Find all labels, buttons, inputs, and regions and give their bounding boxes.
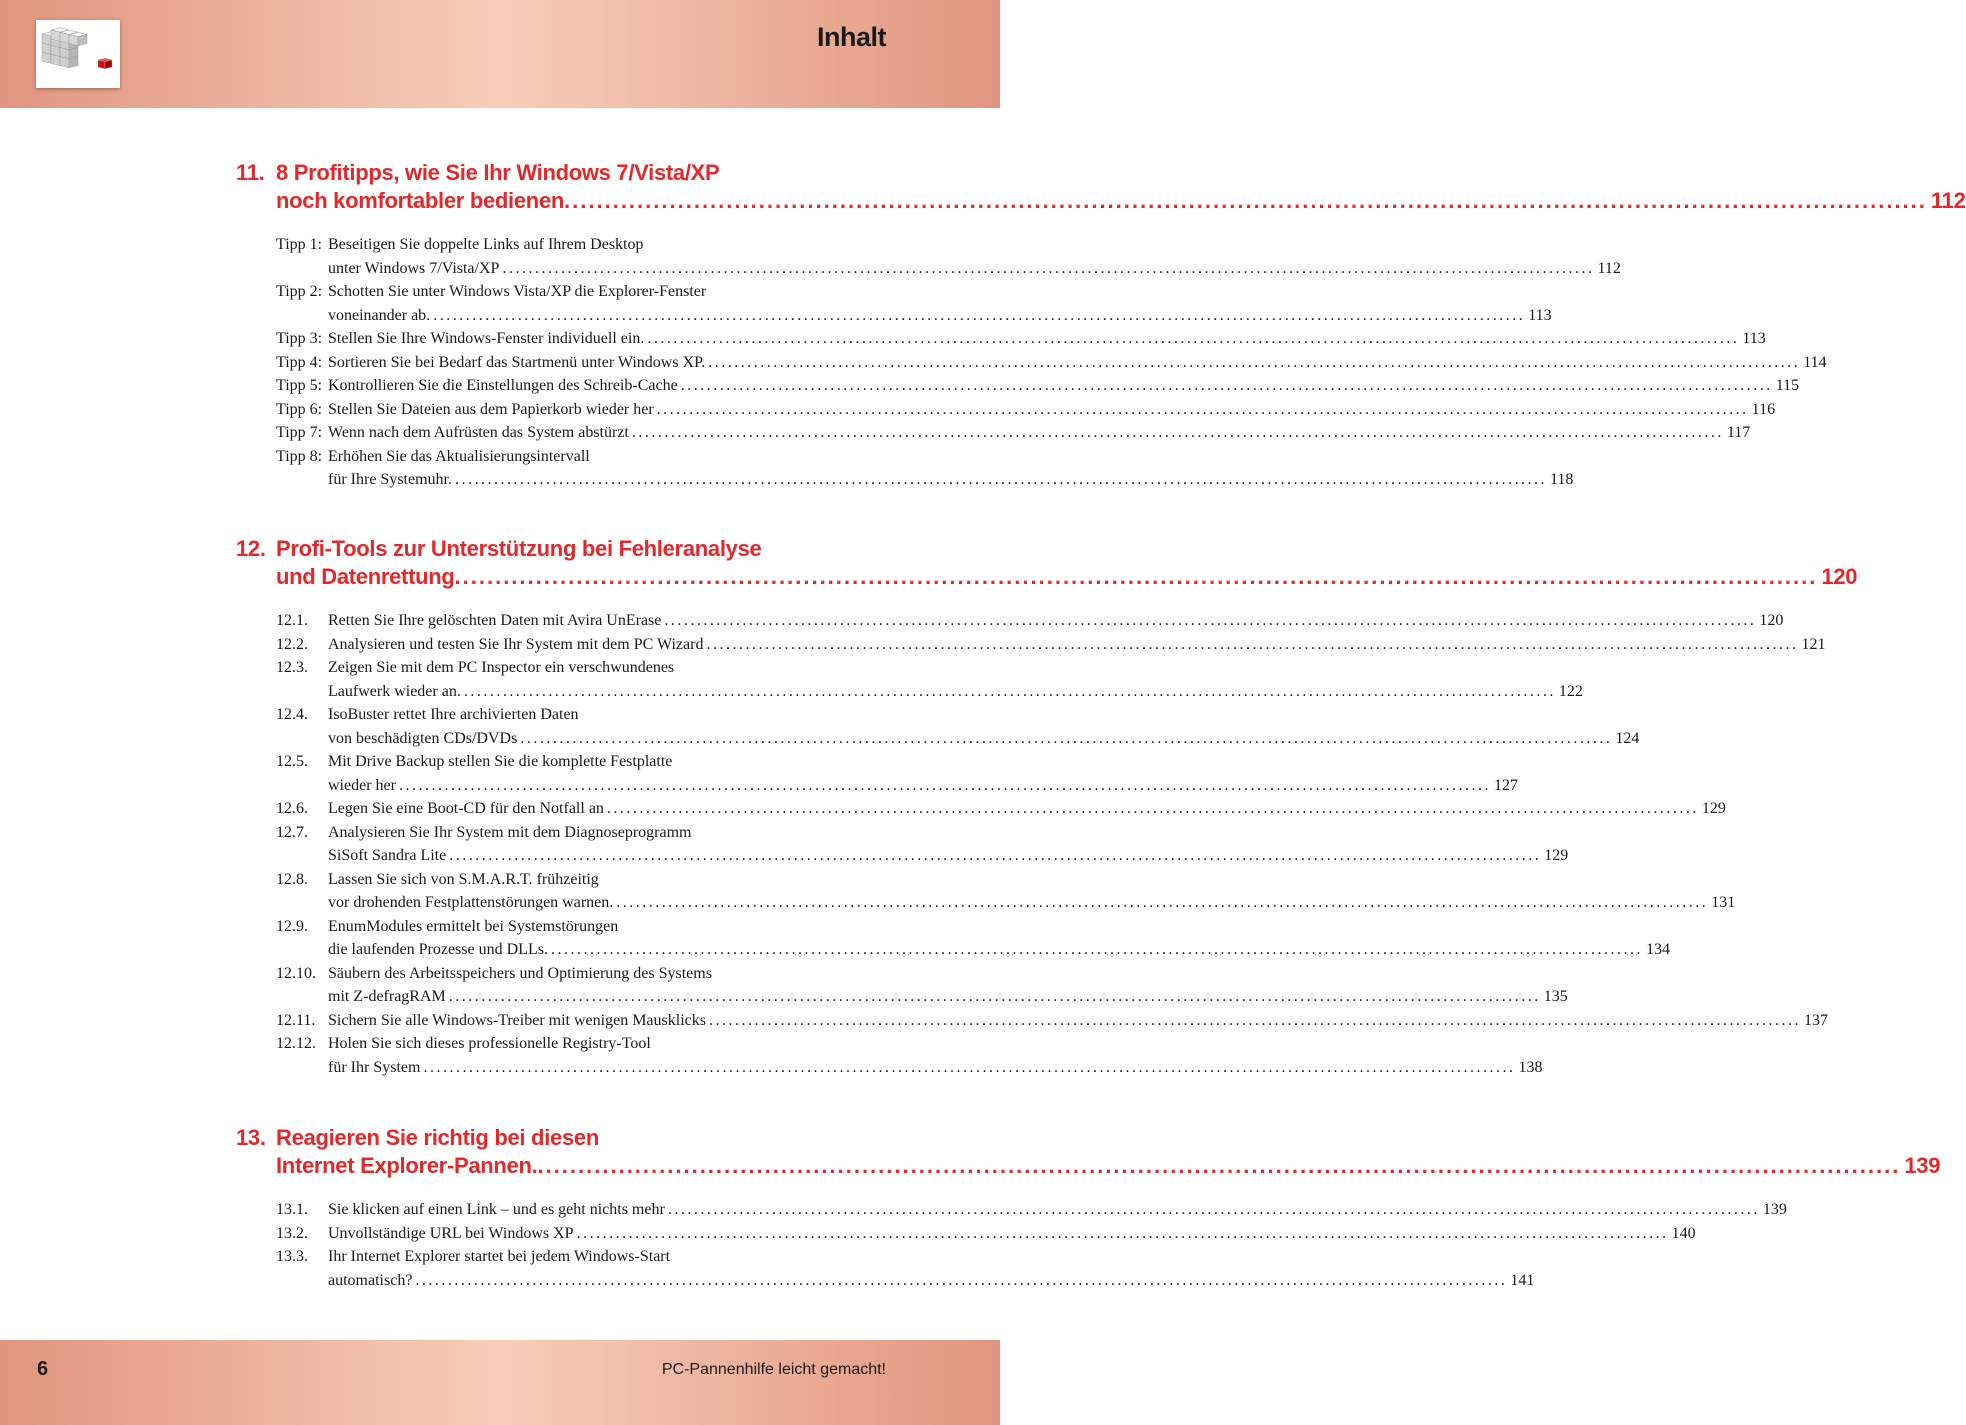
entry-page-number: 138 [1518,1058,1543,1076]
entry-page-number: 114 [1803,353,1827,371]
entry-text-line [328,985,1568,1009]
entry-text: Lassen Sie sich von S.M.A.R.T. frühzeitig [328,870,599,888]
header-band [0,0,1000,108]
entry-page-number: 118 [1549,471,1574,488]
entry-page-number: 120 [1759,612,1784,629]
entry-page-number: 124 [1615,729,1640,747]
toc-entry[interactable] [276,703,1640,750]
entry-text: Schotten Sie unter Windows Vista/XP die Explorer-Fenster [328,283,707,300]
entry-text: EnumModules ermittelt bei Systemstörungen [328,917,619,935]
entry-text: vor drohenden Festplattenstörungen warnen. [328,894,614,911]
entry-page-number: 112 [1597,259,1621,277]
toc-entry[interactable] [276,609,1784,633]
dot-leader: ........................................................................................................................................................................ [502,259,1595,277]
entry-text-line [328,327,1766,351]
dot-leader: ........................................................................................................................................................................ [667,1201,1760,1218]
entry-label: 12.10. [276,964,316,982]
chapter-11 [236,159,1966,492]
toc-entry-list [236,1198,1787,1292]
dot-leader: ........................................................................................................................................................................ [656,400,1749,418]
entry-page-number: 121 [1801,635,1826,653]
entry-label: Tipp 6: [276,400,323,418]
chapter-12 [236,535,1858,1079]
entry-text: Wenn nach dem Aufrüsten das System abstürzt [328,424,629,441]
dot-leader: ........................................................................................................................................................................ [680,377,1773,394]
entry-text-line [328,304,1552,328]
toc-entry[interactable] [276,1032,1543,1079]
entry-text: Retten Sie Ihre gelöschten Daten mit Avira UnErase [328,612,662,629]
chapter-title-text: und Datenrettung [276,564,455,589]
page-number: 6 [37,1358,49,1380]
toc-entry[interactable] [276,280,1552,327]
entry-text-line [328,1269,1535,1293]
entry-text: Mit Drive Backup stellen Sie die komplette Festplatte [328,753,673,770]
entry-label: Tipp 3: [276,330,323,347]
entry-page-number: 141 [1510,1271,1535,1289]
entry-text: für Ihr System [328,1058,421,1076]
entry-text: von beschädigten CDs/DVDs [328,729,518,747]
entry-text-line [328,633,1826,657]
entry-page-number: 129 [1701,800,1726,817]
entry-page-number: 134 [1645,941,1670,958]
entry-label: 12.1. [276,612,308,629]
dot-leader: ........................................................................................................................................................................ [631,424,1724,441]
entry-text: Sichern Sie alle Windows-Treiber mit wenigen Mausklicks [328,1011,706,1029]
entry-text-line [328,257,1621,281]
logo [36,20,120,88]
toc-entry[interactable] [276,1245,1535,1292]
entry-text: für Ihre Systemuhr. [328,471,452,488]
entry-page-number: 127 [1493,776,1518,794]
dot-leader: ........................................................................................................................................................................ [537,1153,1901,1178]
entry-text: Stellen Sie Ihre Windows-Fenster individuell ein. [328,330,645,347]
entry-text: SiSoft Sandra Lite [328,847,447,864]
toc-entry[interactable] [276,374,1800,398]
chapter-heading[interactable] [236,1124,1941,1180]
entry-text-line [328,421,1751,445]
entry-text: IsoBuster rettet Ihre archivierten Daten [328,706,579,723]
entry-text: Beseitigen Sie doppelte Links auf Ihrem Desktop [328,236,644,253]
entry-text: voneinander ab. [328,306,431,324]
chapter-13 [236,1124,1941,1292]
chapter-title-text: Profi-Tools zur Unterstützung bei Fehleranalyse [276,536,762,561]
chapter-title-line [276,535,886,563]
entry-page-number: 116 [1751,400,1776,418]
entry-label: Tipp 4: [276,353,323,371]
chapter-title-text: 8 Profitipps, wie Sie Ihr Windows 7/Vista/XP [276,160,720,185]
entry-label: 12.3. [276,659,308,676]
entry-label: Tipp 1: [276,236,323,253]
entry-text-line [328,1056,1543,1080]
entry-text-line [328,797,1726,821]
dot-leader: ........................................................................................................................................................................ [423,1058,1516,1076]
entry-label: Tipp 2: [276,283,323,300]
entry-text: Holen Sie sich dieses professionelle Registry-Tool [328,1035,651,1052]
toc-entry[interactable] [276,327,1766,351]
dot-leader: ........................................................................................................................................................................ [664,612,1757,629]
entry-page-number: 140 [1671,1224,1696,1242]
entry-label: 12.11. [276,1011,316,1029]
toc-entry[interactable] [276,915,1670,962]
entry-page-number: 117 [1726,424,1751,441]
entry-page-number: 113 [1742,330,1766,347]
entry-label: 12.9. [276,917,308,935]
dot-leader: ........................................................................................................................................................................ [647,330,1740,347]
entry-text-line [328,468,1574,492]
dot-leader: ........................................................................................................................................................................ [449,847,1542,864]
entry-text-line [328,1222,1696,1246]
entry-text: unter Windows 7/Vista/XP [328,259,500,277]
entry-label: 12.2. [276,635,308,653]
chapter-page-number: 139 [1904,1153,1941,1178]
entry-text: automatisch? [328,1271,413,1289]
toc-entry[interactable] [276,1198,1787,1222]
chapter-title-text: Internet Explorer-Pannen. [276,1153,538,1178]
entry-text: Laufwerk wieder an. [328,682,461,700]
entry-text-line [328,774,1518,798]
entry-text: wieder her [328,776,396,794]
entry-page-number: 122 [1558,682,1583,700]
dot-leader: ........................................................................................................................................................................ [616,894,1709,911]
entry-label: 12.8. [276,870,308,888]
dot-leader: ........................................................................................................................................................................ [454,471,1547,488]
entry-text: Erhöhen Sie das Aktualisierungsintervall [328,447,590,465]
entry-text: Stellen Sie Dateien aus dem Papierkorb wieder her [328,400,654,418]
entry-text-line [328,891,1736,915]
entry-page-number: 135 [1543,988,1568,1005]
toc-entry[interactable] [276,797,1726,821]
toc-entry[interactable] [276,233,1621,280]
chapter-title-text: noch komfortabler bedienen [276,188,565,213]
chapter-page-number: 120 [1821,564,1858,589]
dot-leader: ........................................................................................................................................................................ [433,306,1526,324]
chapter-title-line [276,187,1966,215]
chapter-number: 11. [236,160,265,185]
chapter-number: 12. [236,536,266,561]
toc-entry-list [236,233,1827,492]
chapter-title-line [276,563,1858,591]
toc-entry[interactable] [276,633,1826,657]
entry-page-number: 131 [1711,894,1736,911]
toc-entry[interactable] [276,421,1751,445]
entry-text: Ihr Internet Explorer startet bei jedem Windows-Start [328,1248,671,1265]
book-title: PC-Pannenhilfe leicht gemacht! [661,1361,886,1378]
toc-entry[interactable] [276,868,1736,915]
chapter-heading[interactable] [236,159,1966,215]
chapter-heading[interactable] [236,535,1858,591]
toc-entry[interactable] [276,1222,1696,1246]
entry-text: Sie klicken auf einen Link – und es geht nichts mehr [328,1201,665,1218]
entry-page-number: 115 [1775,377,1800,394]
toc-entry[interactable] [276,351,1827,375]
entry-text-line [328,727,1640,751]
dot-leader: ........................................................................................................................................................................ [564,188,1927,213]
toc-entry[interactable] [276,656,1583,703]
entry-label: 12.12. [276,1035,316,1052]
dot-leader: ........................................................................................................................................................................ [708,353,1801,371]
entry-label: 12.7. [276,823,308,841]
entry-label: 12.6. [276,800,308,817]
entry-text: Säubern des Arbeitsspeichers und Optimierung des Systems [328,964,712,982]
entry-text: Zeigen Sie mit dem PC Inspector ein verschwundenes [328,659,675,676]
entry-label: 12.5. [276,753,308,770]
entry-text: Kontrollieren Sie die Einstellungen des Schreib-Cache [328,377,678,394]
entry-label: Tipp 5: [276,377,323,394]
chapter-number: 13. [236,1125,266,1150]
dot-leader: ........................................................................................................................................................................ [706,635,1799,653]
entry-text-line [328,398,1776,422]
entry-text-line [328,351,1827,375]
entry-label: 13.3. [276,1248,308,1265]
entry-page-number: 137 [1803,1011,1828,1029]
entry-label: 12.4. [276,706,308,723]
dot-leader: ........................................................................................................................................................................ [550,941,1643,958]
dot-leader: ........................................................................................................................................................................ [398,776,1491,794]
dot-leader: ........................................................................................................................................................................ [606,800,1699,817]
entry-text-line [328,374,1800,398]
chapter-page-number: 112 [1930,188,1966,213]
dot-leader: ........................................................................................................................................................................ [576,1224,1669,1242]
dot-leader: ........................................................................................................................................................................ [454,564,1818,589]
entry-text-line [328,1198,1787,1222]
toc-entry-list [236,609,1828,1079]
toc-entry[interactable] [276,821,1569,868]
toc-entry[interactable] [276,1009,1828,1033]
dot-leader: ........................................................................................................................................................................ [708,1011,1801,1029]
entry-text: Analysieren Sie Ihr System mit dem Diagnoseprogramm [328,823,692,841]
entry-page-number: 129 [1544,847,1569,864]
entry-text: Sortieren Sie bei Bedarf das Startmenü unter Windows XP. [328,353,706,371]
section-title: Inhalt [817,22,886,52]
chapter-title-text: Reagieren Sie richtig bei diesen [276,1125,599,1150]
entry-label: 13.1. [276,1201,308,1218]
entry-text-line [328,1009,1828,1033]
entry-text: Unvollständige URL bei Windows XP [328,1224,574,1242]
footer-band [0,1340,1000,1425]
cube-blocks-icon [36,20,120,88]
entry-text: Legen Sie eine Boot-CD für den Notfall an [328,800,604,817]
entry-page-number: 139 [1762,1201,1787,1218]
dot-leader: ........................................................................................................................................................................ [463,682,1556,700]
entry-label: 13.2. [276,1224,308,1242]
entry-label: Tipp 8: [276,447,323,465]
entry-label: Tipp 7: [276,424,323,441]
chapter-title-line [276,1124,886,1152]
chapter-title-line [276,159,886,187]
toc-entry[interactable] [276,398,1776,422]
toc-entry[interactable] [276,962,1568,1009]
dot-leader: ........................................................................................................................................................................ [520,729,1613,747]
entry-text: mit Z-defragRAM [328,988,446,1005]
entry-page-number: 113 [1528,306,1552,324]
dot-leader: ........................................................................................................................................................................ [448,988,1541,1005]
chapter-title-line [276,1152,1941,1180]
dot-leader: ........................................................................................................................................................................ [415,1271,1508,1289]
toc-entry[interactable] [276,750,1518,797]
entry-text: die laufenden Prozesse und DLLs. [328,941,548,958]
entry-text-line [328,609,1784,633]
toc-entry[interactable] [276,445,1574,492]
entry-text-line [328,844,1569,868]
entry-text-line [328,680,1583,704]
entry-text-line [328,938,1670,962]
entry-text: Analysieren und testen Sie Ihr System mit dem PC Wizard [328,635,704,653]
